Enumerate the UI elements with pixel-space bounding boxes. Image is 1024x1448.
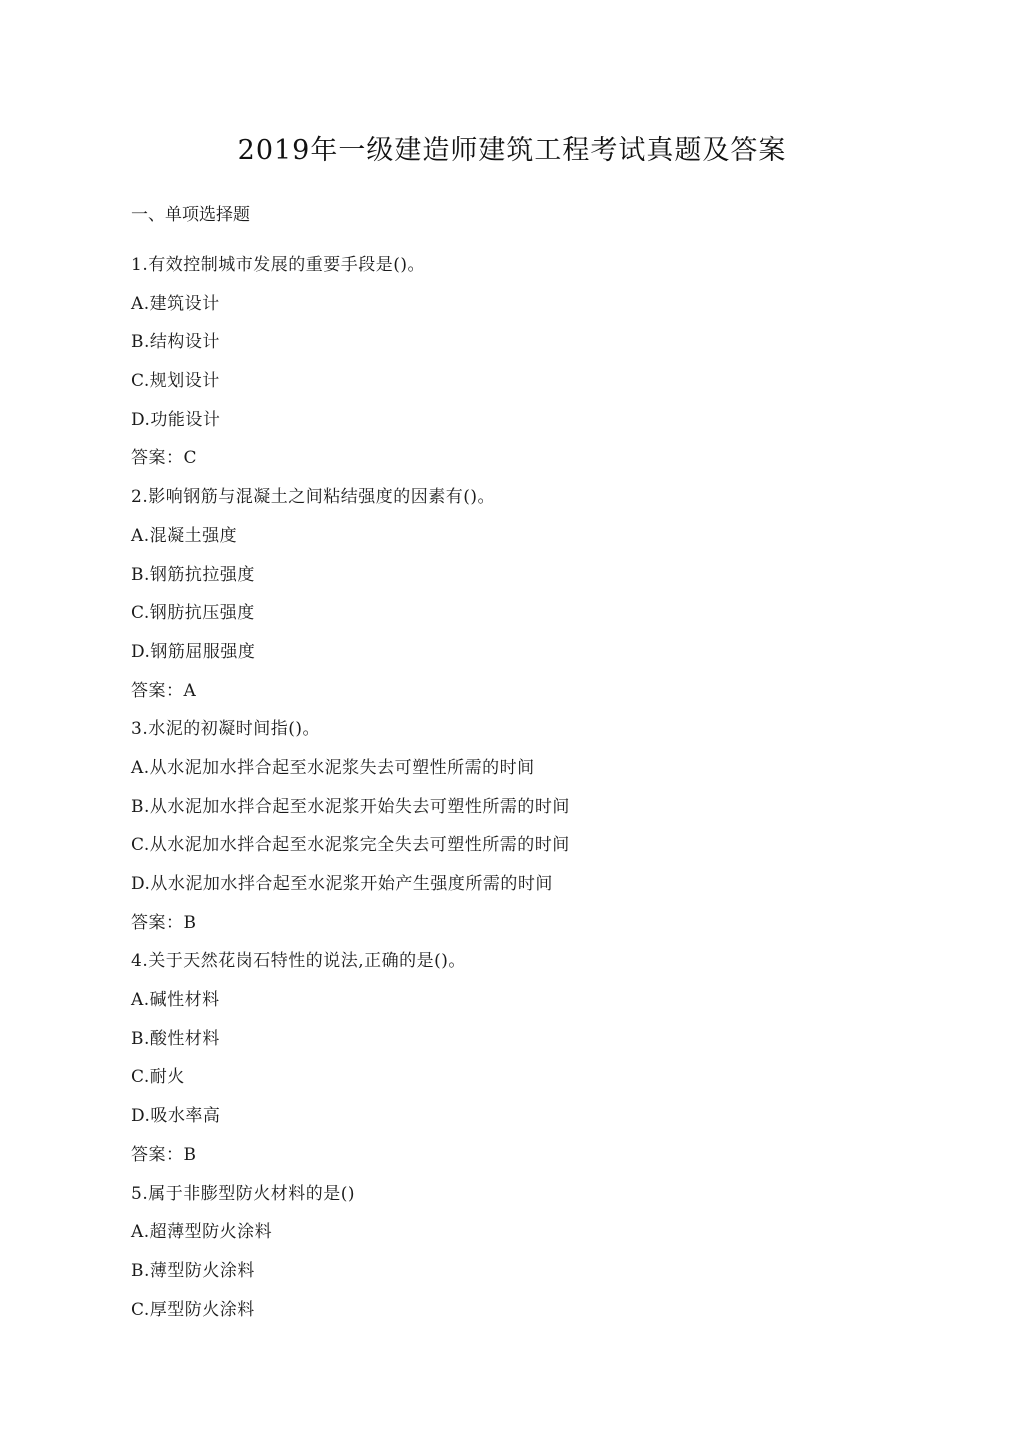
question-line: 2.影响钢筋与混凝土之间粘结强度的因素有()。: [131, 487, 495, 508]
option-line: D.功能设计: [131, 409, 221, 430]
option-line: D.钢筋屈服强度: [131, 641, 256, 662]
question-line: 1.有效控制城市发展的重要手段是()。: [131, 255, 425, 275]
option-line: B.薄型防火涂料: [131, 1260, 255, 1281]
option-line: D.从水泥加水拌合起至水泥浆开始产生强度所需的时间: [131, 874, 553, 894]
option-line: C.厚型防火涂料: [131, 1299, 255, 1320]
answer-line: 答案：B: [131, 1144, 197, 1165]
section-heading: 一、单项选择题: [131, 205, 250, 225]
question-list: [131, 252, 911, 1335]
option-line: C.从水泥加水拌合起至水泥浆完全失去可塑性所需的时间: [131, 835, 570, 856]
option-line: C.耐火: [131, 1067, 185, 1088]
question-line: 5.属于非膨型防火材料的是(): [131, 1183, 355, 1204]
option-line: B.从水泥加水拌合起至水泥浆开始失去可塑性所需的时间: [131, 796, 570, 817]
option-line: A.建筑设计: [131, 293, 220, 314]
option-line: C.钢肪抗压强度: [131, 603, 255, 624]
answer-line: 答案：C: [131, 448, 198, 469]
option-line: A.超薄型防火涂料: [131, 1222, 273, 1243]
option-line: A.碱性材料: [131, 990, 220, 1011]
answer-line: 答案：B: [131, 912, 197, 933]
option-line: B.钢筋抗拉强度: [131, 564, 255, 585]
option-line: D.吸水率高: [131, 1106, 221, 1127]
option-line: B.结构设计: [131, 332, 220, 353]
option-line: B.酸性材料: [131, 1028, 220, 1049]
option-line: C.规划设计: [131, 371, 220, 392]
question-line: 4.关于天然花岗石特性的说法,正确的是()。: [131, 951, 466, 972]
option-line: A.从水泥加水拌合起至水泥浆失去可塑性所需的时间: [131, 757, 535, 778]
document-title: 2019年一级建造师建筑工程考试真题及答案: [237, 135, 787, 166]
question-line: 3.水泥的初凝时间指()。: [131, 719, 320, 740]
option-line: A.混凝土强度: [131, 525, 238, 546]
answer-line: 答案：A: [131, 680, 197, 701]
